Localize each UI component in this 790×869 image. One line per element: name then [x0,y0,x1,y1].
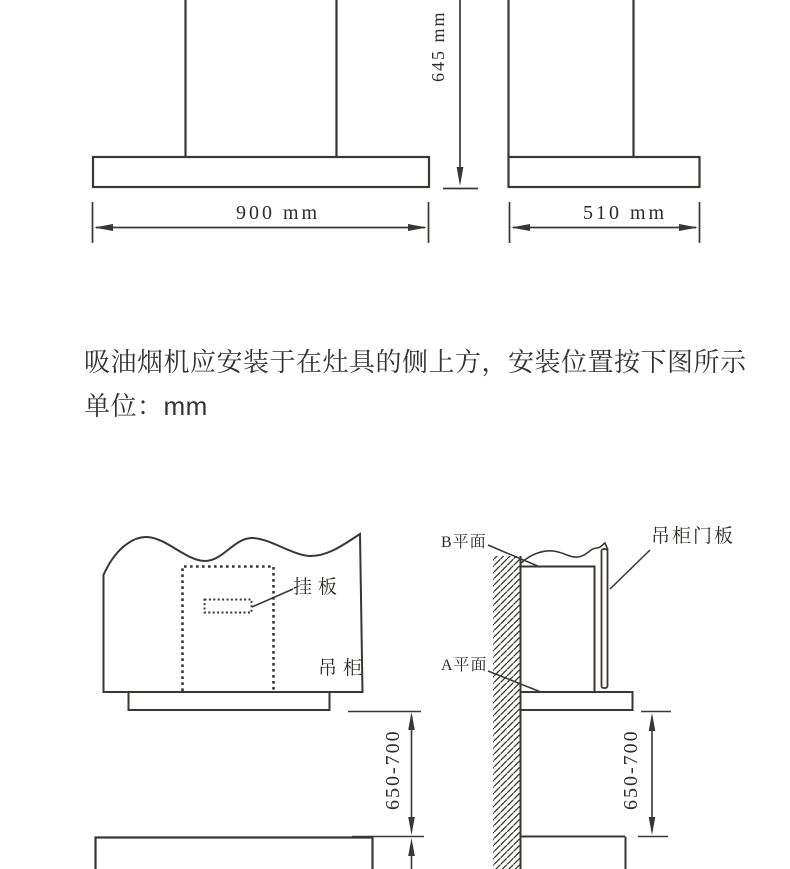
cabinet-side-outline [521,543,633,710]
front-height-dimension-label: 645 mm [428,10,448,82]
cabinet-door-label: 吊柜门板 [651,526,736,547]
side-install-height-label: 650-700 [620,729,642,811]
unit-text: 单位：mm [84,391,208,421]
hood-front-view-outline [93,0,429,187]
hanger-plate-label: 挂板 [293,577,344,598]
cabinet-door-panel [602,549,608,688]
cabinet-bottom-shelf [521,692,633,710]
front-width-dimension-label: 900 mm [235,202,321,224]
wall-hatching [493,556,520,869]
counter-side-outline [521,837,626,869]
side-width-dimension-label: 510 mm [582,202,668,224]
hood-side-view-outline [509,0,700,187]
door-panel-leader-line [610,550,650,589]
cabinet-label: 吊柜 [318,658,369,679]
plane-a-label: A平面 [441,657,488,674]
side-install-height-dimension [638,712,671,837]
cabinet-front-outline [104,534,363,710]
plane-b-label: B平面 [441,534,487,551]
hood-below-front-outline [96,838,373,869]
front-install-height-label: 650-700 [382,729,404,811]
instruction-text: 吸油烟机应安装于在灶具的侧上方，安装位置按下图所示 [84,347,747,377]
